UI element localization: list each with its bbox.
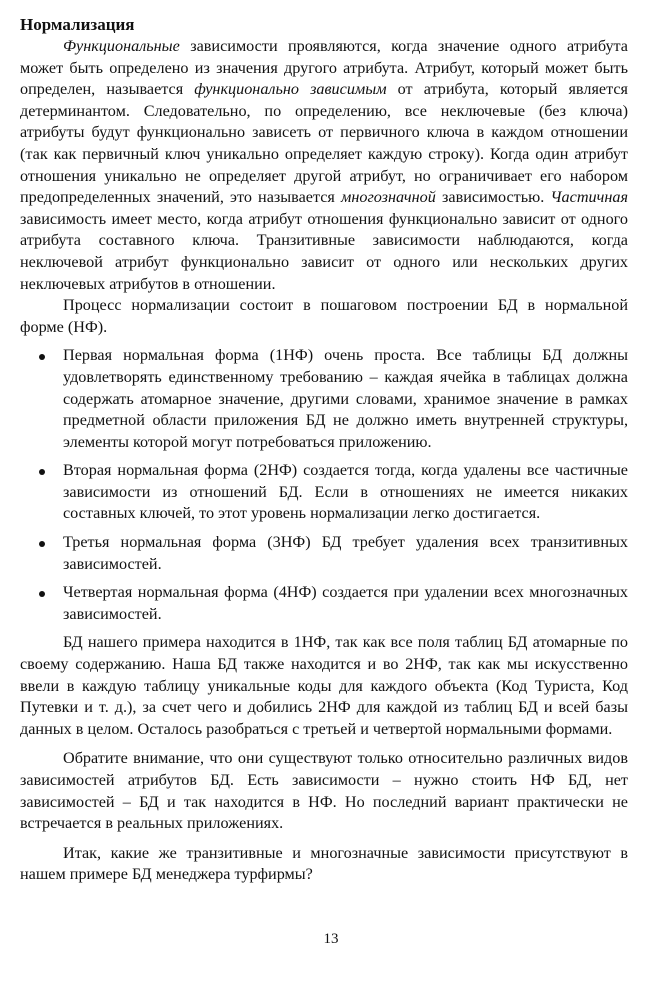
section-heading: Нормализация <box>20 15 135 34</box>
paragraph-question: Итак, какие же транзитивные и многозначные зависимости присутствуют в нашем примере БД менеджера турфирмы? <box>20 843 628 884</box>
paragraph-text: зависимости проявляются, когда значение одного атрибута может быть определено из значения другого атрибута. Атрибут, который может быть определен, называется <box>20 37 628 99</box>
list-item-4nf <box>20 582 628 625</box>
bullet-icon <box>39 541 45 547</box>
list-item-text: Первая нормальная форма (1НФ) очень проста. Все таблицы БД должны удовлетворять единственному требованию – каждая ячейка в таблицах должна содержать атомарное значение, другими словами, хранимое значение в рамках предметной области приложения БД не должно иметь внутренней структуры, элементы которой могут потребоваться приложению. <box>63 346 628 451</box>
list-item-1nf <box>20 345 628 453</box>
bullet-icon <box>39 469 45 475</box>
list-item-2nf <box>20 460 628 525</box>
paragraph-text: зависимостью. <box>435 188 551 207</box>
paragraph-note: Обратите внимание, что они существуют только относительно различных видов зависимостей атрибутов БД. Есть зависимости – нужно стоить НФ БД, нет зависимостей – БД и так находится в НФ. Но последний вариант практически не встречается в реальных приложениях. <box>20 749 628 833</box>
paragraph-normalization-process: Процесс нормализации состоит в пошаговом построении БД в нормальной форме (НФ). <box>20 296 628 336</box>
list-item-text: Четвертая нормальная форма (4НФ) создается при удалении всех многозначных зависимостей. <box>63 583 628 623</box>
term-functional: Функциональные <box>63 37 180 55</box>
term-partial: Частичная <box>550 188 628 207</box>
normal-forms-list <box>20 345 628 625</box>
bullet-icon <box>39 591 45 597</box>
list-item-3nf <box>20 532 628 575</box>
document-page <box>20 14 628 886</box>
list-item-text: Третья нормальная форма (3НФ) БД требует удаления всех транзитивных зависимостей. <box>63 533 628 573</box>
paragraph-example-db: БД нашего примера находится в 1НФ, так как все поля таблиц БД атомарные по своему содержанию. Наша БД также находится и во 2НФ, так как мы искусственно ввели в каждую таблицу уникальные коды для каждого объекта (Код Туриста, Код Путевки и т. д.), за счет чего и добились 2НФ для каждой из таблиц БД и всей базы данных в целом. Осталось разобраться с третьей и четвертой нормальными формами. <box>20 633 628 738</box>
term-multivalued: многозначной <box>341 188 436 207</box>
list-item-text: Вторая нормальная форма (2НФ) создается тогда, когда удалены все частичные зависимости из отношений БД. Если в отношениях не имеется никаких составных ключей, то этот уровень нормализации легко достигается. <box>63 461 628 523</box>
bullet-icon <box>39 354 45 360</box>
term-functionally-dependent: функционально зависимым <box>194 80 387 99</box>
paragraph-text: зависимость имеет место, когда атрибут отношения функционально зависит от одного атрибута составного ключа. Транзитивные зависимости наблюдаются, когда неключевой атрибут функционально зависит от одного или нескольких других неключевых атрибутов в отношении. <box>20 209 628 293</box>
page-number: 13 <box>323 931 339 947</box>
paragraph-dependencies <box>20 36 628 295</box>
paragraph-text: от атрибута, который является детерминантом. Следовательно, по определению, все неключевые (без ключа) атрибуты будут функционально зависеть от первичного ключа в каждом отношении (так как первичный ключ уникально определяет каждую строку). Когда один атрибут отношения уникально не определяет другой атрибут, но ограничивает его набором предопределенных значений, это называется <box>20 80 628 207</box>
